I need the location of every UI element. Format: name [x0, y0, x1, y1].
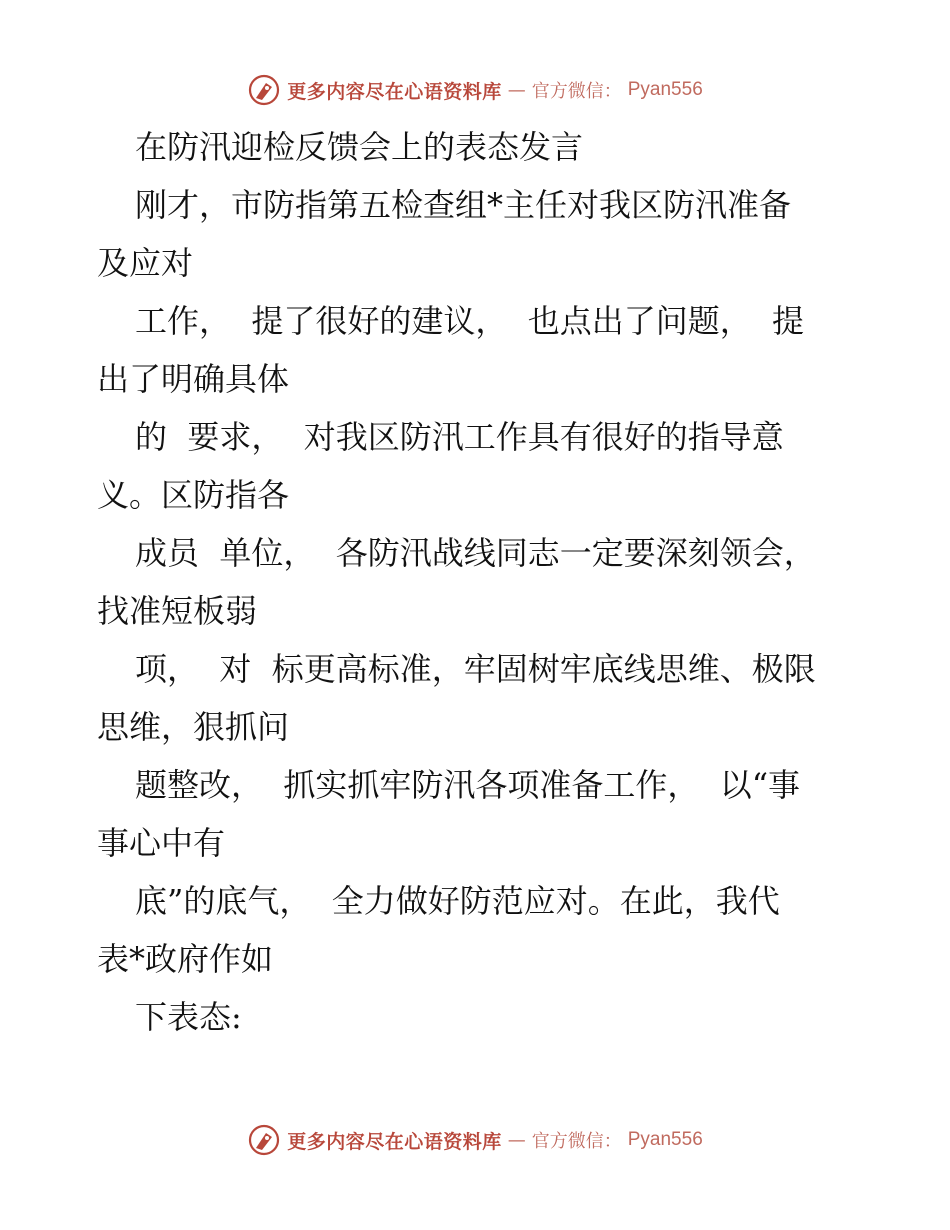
document-title: 在防汛迎检反馈会上的表态发言: [135, 128, 584, 166]
paragraph-line: 刚才，市防指第五检查组*主任对我区防汛准备: [135, 186, 792, 224]
pen-nib-logo-icon: [247, 1123, 281, 1157]
paragraph-line: 项， 对 标更高标准，牢固树牢底线思维、极限: [135, 650, 816, 688]
watermark-brand-text: 更多内容尽在心语资料库: [287, 1130, 502, 1153]
watermark-wechat-id: Pyan556: [627, 79, 703, 100]
paragraph-line: 的 要求， 对我区防汛工作具有很好的指导意: [135, 418, 784, 456]
pen-nib-logo-icon: [247, 73, 281, 107]
paragraph-line: 找准短板弱: [97, 592, 258, 630]
paragraph-line: 成员 单位， 各防汛战线同志一定要深刻领会，: [135, 534, 816, 572]
paragraph-line: 事心中有: [97, 824, 226, 862]
footer-watermark: [0, 1120, 950, 1160]
paragraph-line: 下表态:: [135, 998, 242, 1036]
paragraph-line: 表*政府作如: [97, 940, 274, 978]
watermark-separator: —: [507, 1129, 526, 1151]
paragraph-line: 题整改， 抓实抓牢防汛各项准备工作， 以“事: [135, 766, 801, 804]
watermark-wechat-id: Pyan556: [627, 1129, 703, 1150]
document-body: [97, 118, 857, 1046]
paragraph-line: 出了明确具体: [97, 360, 290, 398]
paragraph-line: 思维，狠抓问: [97, 708, 290, 746]
paragraph-line: 及应对: [97, 244, 194, 282]
watermark-wechat-label: 官方微信：: [531, 81, 622, 102]
watermark-brand-text: 更多内容尽在心语资料库: [287, 80, 502, 103]
paragraph-line: 工作， 提了很好的建议， 也点出了问题， 提: [135, 302, 805, 340]
paragraph-line: 底”的底气， 全力做好防范应对。在此，我代: [135, 882, 780, 920]
watermark-wechat-label: 官方微信：: [531, 1131, 622, 1152]
watermark-separator: —: [507, 79, 526, 101]
paragraph-line: 义。区防指各: [97, 476, 290, 514]
header-watermark: [0, 70, 950, 110]
